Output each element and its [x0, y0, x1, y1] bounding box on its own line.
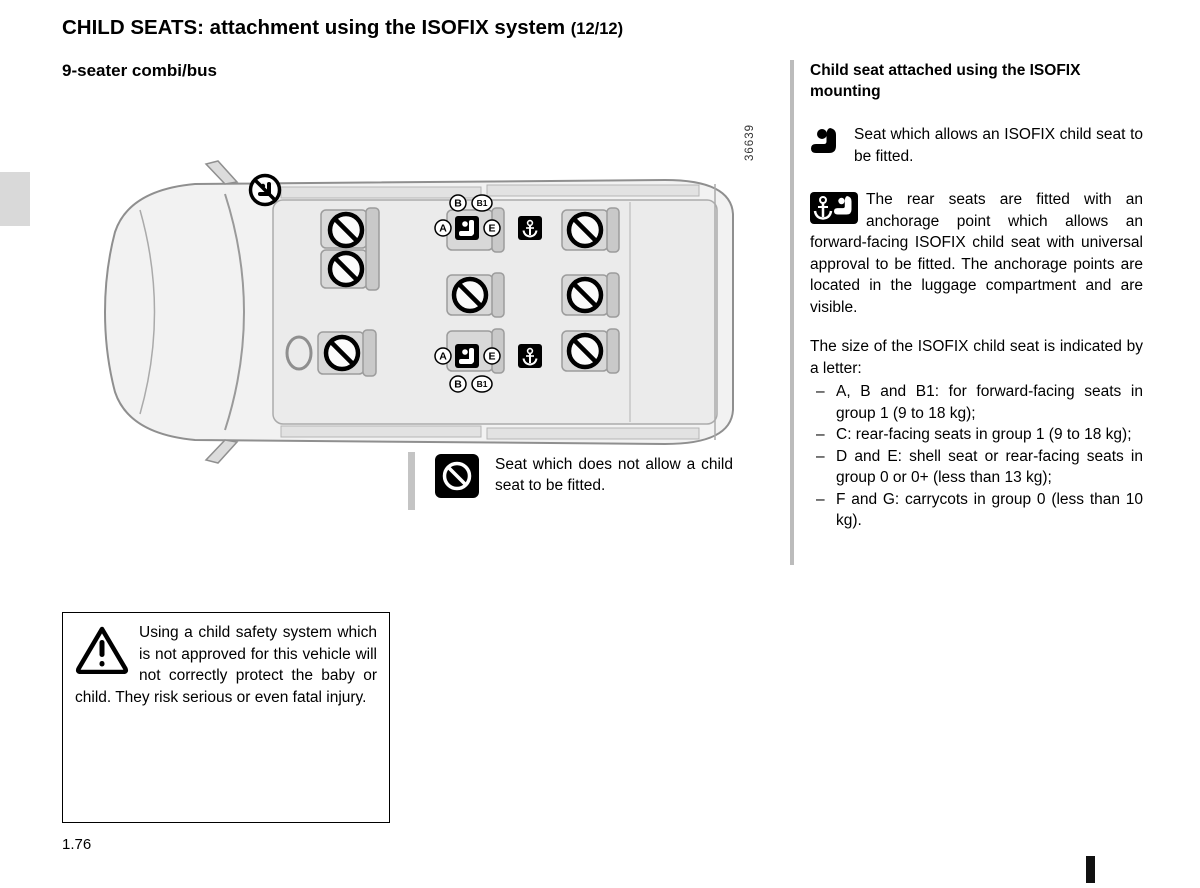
- isofix-seat-icon: [455, 216, 479, 240]
- anchor-icon: [518, 216, 542, 240]
- legend-divider-bar: [408, 452, 415, 510]
- list-dash: –: [816, 490, 825, 508]
- no-child-seat-icon: [435, 454, 479, 498]
- page-subtitle: 9-seater combi/bus: [62, 61, 217, 80]
- no-child-seat-marker: [326, 337, 358, 369]
- isofix-seat-paragraph: [810, 124, 1143, 167]
- left-mirror: [206, 161, 237, 184]
- right-mirror: [206, 440, 237, 463]
- side-window: [281, 187, 481, 198]
- warning-triangle-icon: [75, 624, 129, 674]
- no-child-seat-marker: [569, 335, 601, 367]
- svg-text:E: E: [488, 222, 496, 235]
- right-column: [810, 60, 1143, 532]
- isofix-seat-text: Seat which allows an ISOFIX child seat to be fitted.: [854, 126, 1143, 165]
- page-title-text: CHILD SEATS: attachment using the ISOFIX system: [62, 16, 566, 39]
- seat-size-label-b1: [472, 195, 492, 211]
- rear-anchorage-icon: [810, 192, 858, 224]
- legend-no-child-seat: [408, 452, 733, 510]
- seat-size-label-a: [435, 348, 451, 364]
- side-window: [487, 428, 699, 439]
- size-intro: The size of the ISOFIX child seat is indicated by a letter:: [810, 338, 1143, 377]
- section-edge-marker: [0, 172, 30, 226]
- anchorage-paragraph: [810, 189, 1143, 318]
- warning-text: Using a child safety system which is not approved for this vehicle will not correctly protect the baby or child. They risk serious or even fatal injury.: [75, 624, 377, 706]
- list-item: [810, 489, 1143, 532]
- svg-text:B1: B1: [476, 379, 488, 389]
- page-corner-mark: [1086, 856, 1095, 883]
- page-title-suffix: (12/12): [570, 20, 624, 38]
- svg-text:A: A: [439, 350, 447, 363]
- seat-size-label-b1: [472, 376, 492, 392]
- svg-text:B: B: [454, 197, 462, 210]
- no-child-seat-marker: [330, 214, 362, 246]
- seat-size-label-b: [450, 376, 466, 392]
- list-item-text: C: rear-facing seats in group 1 (9 to 18 kg);: [836, 426, 1132, 443]
- van-diagram-container: [85, 160, 775, 480]
- side-window: [281, 426, 481, 437]
- isofix-child-seat-icon: [810, 126, 844, 156]
- svg-text:B: B: [454, 378, 462, 391]
- seat-size-list: [810, 381, 1143, 532]
- legend-text: Seat which does not allow a child seat to be fitted.: [495, 456, 733, 494]
- seat-size-label-e: [484, 220, 500, 236]
- warning-box: [62, 612, 390, 823]
- seat-size-label-a: [435, 220, 451, 236]
- no-child-seat-marker: [454, 279, 486, 311]
- list-item: [810, 381, 1143, 424]
- list-item-text: D and E: shell seat or rear-facing seats in group 0 or 0+ (less than 13 kg);: [836, 447, 1143, 486]
- isofix-seat-icon: [455, 344, 479, 368]
- van-top-view-diagram: [85, 160, 775, 480]
- list-dash: –: [816, 383, 825, 400]
- list-item-text: A, B and B1: for forward-facing seats in group 1 (9 to 18 kg);: [836, 383, 1143, 422]
- list-dash: –: [816, 447, 825, 465]
- list-item: [810, 446, 1143, 489]
- no-child-seat-marker: [330, 253, 362, 285]
- no-child-seat-marker: [569, 214, 601, 246]
- seat-size-label-e: [484, 348, 500, 364]
- seat-size-label-b: [450, 195, 466, 211]
- page-title: [62, 16, 623, 40]
- page-number: 1.76: [62, 836, 92, 853]
- column-divider: [790, 60, 794, 565]
- anchor-icon: [518, 344, 542, 368]
- list-item: [810, 424, 1143, 446]
- figure-number: 36639: [744, 124, 756, 161]
- right-column-heading: Child seat attached using the ISOFIX mounting: [810, 62, 1081, 100]
- svg-text:B1: B1: [476, 198, 488, 208]
- side-window: [487, 185, 699, 196]
- list-item-text: F and G: carrycots in group 0 (less than 10 kg).: [836, 490, 1143, 529]
- svg-text:A: A: [439, 222, 447, 235]
- anchorage-text: The rear seats are fitted with an anchorage point which allows an forward-facing ISOFIX child seat with universal approval to be fitted. The anchorage points are located in the luggage compartment and are visible.: [810, 191, 1143, 316]
- no-child-seat-front-icon: [251, 176, 280, 205]
- list-dash: –: [816, 426, 825, 443]
- svg-text:E: E: [488, 350, 496, 363]
- no-child-seat-marker: [569, 279, 601, 311]
